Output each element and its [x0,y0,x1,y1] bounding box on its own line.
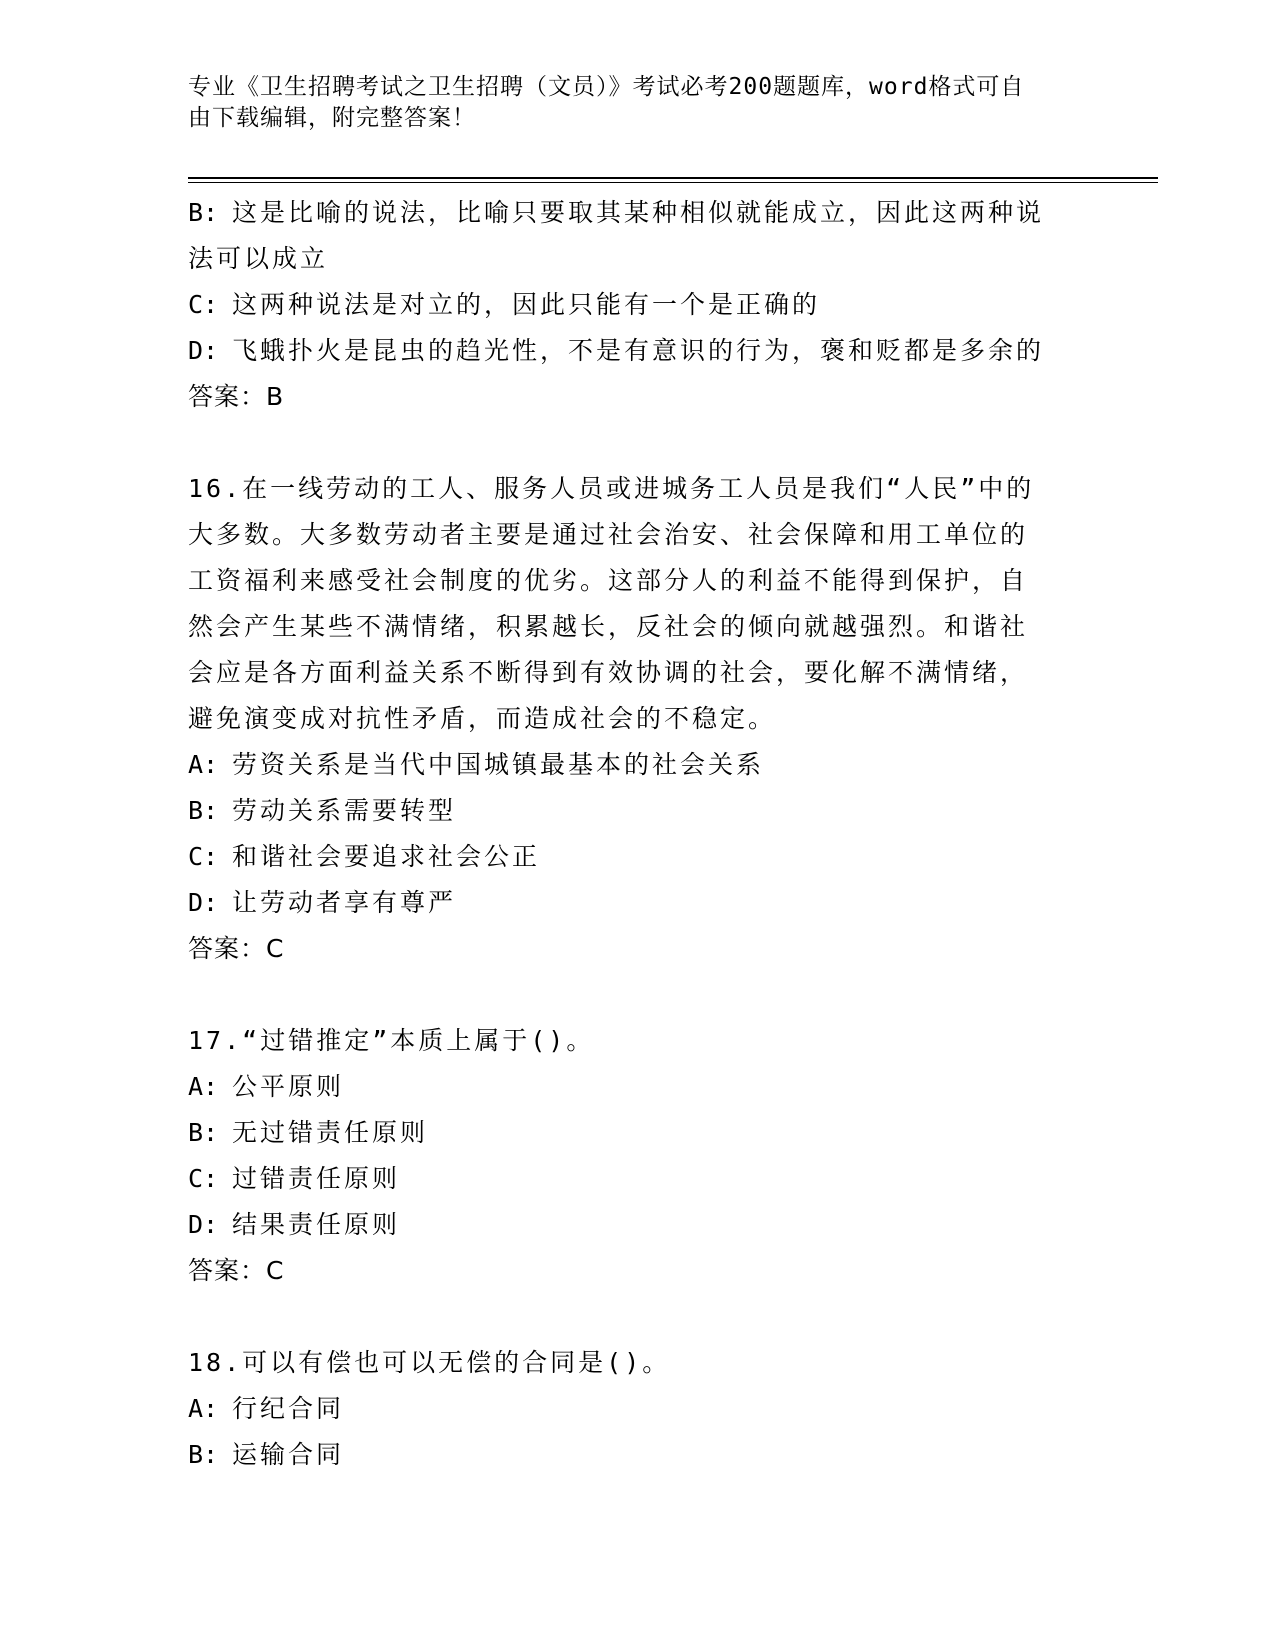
option-text: 飞蛾扑火是昆虫的趋光性，不是有意识的行为，褒和贬都是多余的 [232,336,1045,365]
spacer [188,972,1088,1018]
option-letter: B: [188,198,219,227]
option-b [188,190,1088,236]
option-letter: C: [188,1164,219,1193]
option-letter: A: [188,1072,219,1101]
question-stem: 18.可以有偿也可以无偿的合同是()。 [188,1348,671,1377]
question-stem-line: 会应是各方面利益关系不断得到有效协调的社会，要化解不满情绪， [188,658,1029,687]
option-c [188,282,1088,328]
option-text: 劳资关系是当代中国城镇最基本的社会关系 [232,750,765,779]
option-text: 运输合同 [232,1440,345,1469]
question-stem-line: 工资福利来感受社会制度的优劣。这部分人的利益不能得到保护，自 [188,566,1029,595]
option-letter: C: [188,290,219,319]
option-letter: A: [188,750,219,779]
option-text: 这两种说法是对立的，因此只能有一个是正确的 [232,290,821,319]
spacer [188,420,1088,466]
option-letter: B: [188,1118,219,1147]
option-c [188,1156,1088,1202]
option-a [188,1386,1088,1432]
option-text: 结果责任原则 [232,1210,401,1239]
option-letter: D: [188,1210,219,1239]
option-letter: C: [188,842,219,871]
option-d [188,1202,1088,1248]
option-d [188,880,1088,926]
document-header [188,72,1068,134]
option-letter: D: [188,336,219,365]
answer-line: 答案：C [188,934,285,963]
option-b-continued: 法可以成立 [188,244,329,273]
header-title-line-2: 由下载编辑，附完整答案！ [188,105,476,131]
option-text: 让劳动者享有尊严 [232,888,457,917]
question-18 [188,1340,1088,1478]
header-divider-thin [188,182,1158,183]
spacer [188,1294,1088,1340]
option-text: 和谐社会要追求社会公正 [232,842,541,871]
question-stem-line: 16.在一线劳动的工人、服务人员或进城务工人员是我们“人民”中的 [188,474,1035,503]
header-divider-thick [188,177,1158,179]
question-16 [188,466,1088,972]
question-stem-line: 大多数。大多数劳动者主要是通过社会治安、社会保障和用工单位的 [188,520,1029,549]
answer-line: 答案：C [188,1256,285,1285]
option-text: 这是比喻的说法，比喻只要取其某种相似就能成立，因此这两种说 [232,198,1045,227]
option-text: 公平原则 [232,1072,345,1101]
option-d [188,328,1088,374]
option-text: 劳动关系需要转型 [232,796,457,825]
question-stem-line: 避免演变成对抗性矛盾，而造成社会的不稳定。 [188,704,777,733]
header-title-line-1: 专业《卫生招聘考试之卫生招聘（文员）》考试必考200题题库，word格式可自 [188,74,1025,100]
option-c [188,834,1088,880]
question-15 [188,190,1088,420]
option-letter: B: [188,1440,219,1469]
option-b [188,1110,1088,1156]
option-a [188,1064,1088,1110]
option-text: 无过错责任原则 [232,1118,429,1147]
option-text: 过错责任原则 [232,1164,401,1193]
option-letter: B: [188,796,219,825]
option-b [188,1432,1088,1478]
question-stem: 17.“过错推定”本质上属于()。 [188,1026,595,1055]
answer-line: 答案：B [188,382,285,411]
question-17 [188,1018,1088,1294]
question-content [188,190,1088,1478]
option-text: 行纪合同 [232,1394,345,1423]
option-b [188,788,1088,834]
option-letter: A: [188,1394,219,1423]
option-a [188,742,1088,788]
option-letter: D: [188,888,219,917]
question-stem-line: 然会产生某些不满情绪，积累越长，反社会的倾向就越强烈。和谐社 [188,612,1029,641]
